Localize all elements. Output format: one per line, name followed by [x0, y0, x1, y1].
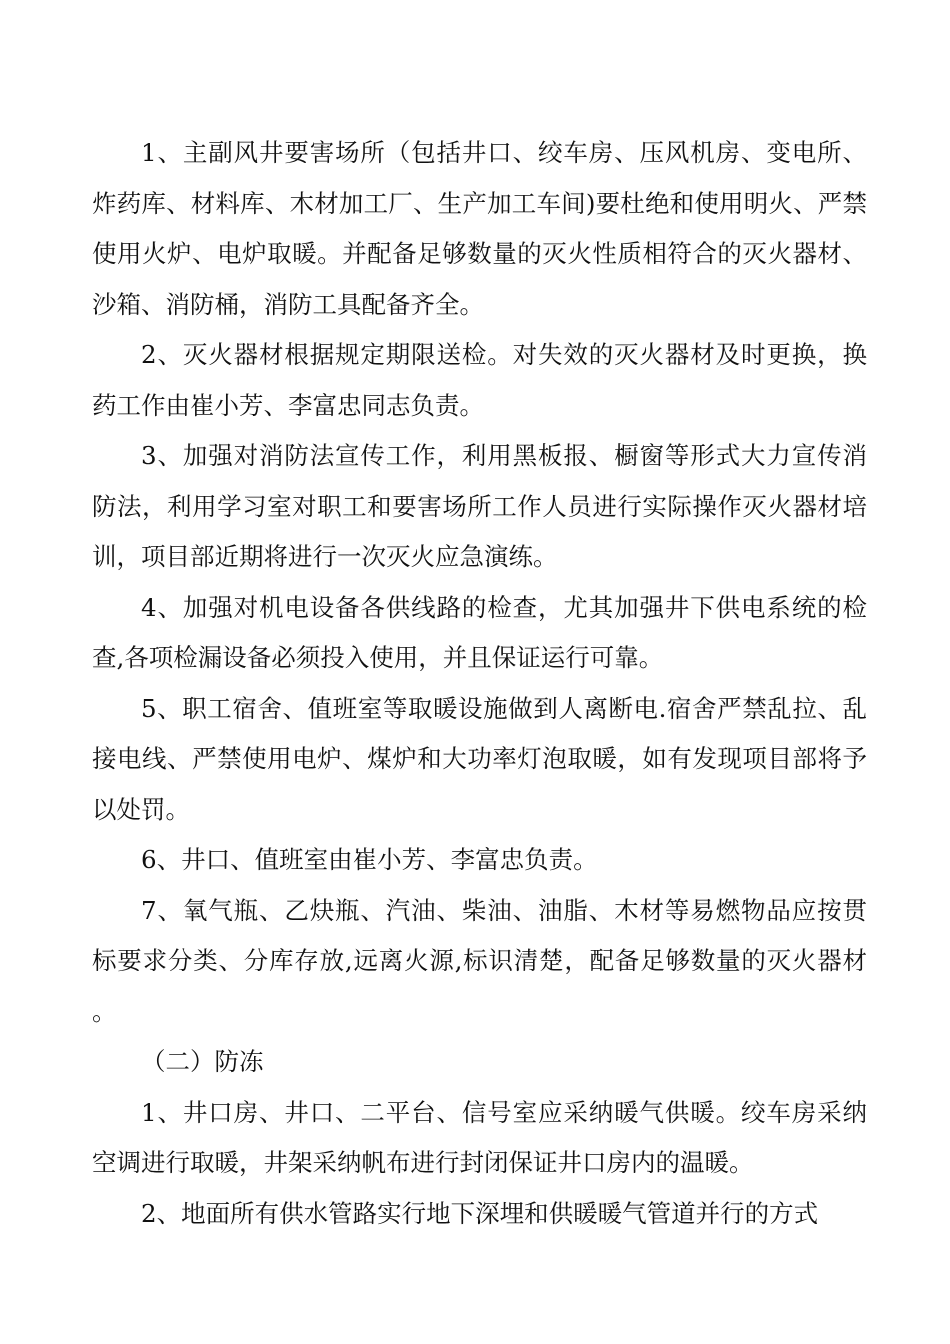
antifreeze-item-1: 1、井口房、井口、二平台、信号室应采纳暖气供暖。绞车房采纳空调进行取暖，井架采纳帆布进行封闭保证井口房内的温暖。 [92, 1097, 867, 1177]
fire-prevention-item-4: 4、加强对机电设备各供线路的检查，尤其加强井下供电系统的检查,各项检漏设备必须投入使用，并且保证运行可靠。 [92, 592, 867, 672]
fire-prevention-item-6: 6、井口、值班室由崔小芳、李富忠负责。 [141, 845, 598, 874]
fire-prevention-item-1: 1、主副风井要害场所（包括井口、绞车房、压风机房、变电所、炸药库、材料库、木材加工厂、生产加工车间)要杜绝和使用明火、严禁使用火炉、电炉取暖。并配备足够数量的灭火性质相符合的灭火器材、沙箱、消防桶，消防工具配备齐全。 [92, 138, 867, 319]
fire-prevention-item-5: 5、职工宿舍、值班室等取暖设施做到人离断电.宿舍严禁乱拉、乱接电线、严禁使用电炉、煤炉和大功率灯泡取暖，如有发现项目部将予以处罚。 [92, 693, 867, 824]
fire-prevention-item-2: 2、灭火器材根据规定期限送检。对失效的灭火器材及时更换，换药工作由崔小芳、李富忠同志负责。 [92, 340, 867, 420]
fire-prevention-item-7: 7、氧气瓶、乙炔瓶、汽油、柴油、油脂、木材等易燃物品应按贯标要求分类、分库存放,远离火源,标识清楚，配备足够数量的灭火器材。 [92, 895, 867, 1026]
antifreeze-item-2: 2、地面所有供水管路实行地下深埋和供暖暖气管道并行的方式 [141, 1198, 819, 1228]
document-body [92, 128, 867, 1239]
section-heading-antifreeze: （二）防冻 [141, 1047, 264, 1076]
fire-prevention-item-3: 3、加强对消防法宣传工作，利用黑板报、橱窗等形式大力宣传消防法，利用学习室对职工和要害场所工作人员进行实际操作灭火器材培训，项目部近期将进行一次灭火应急演练。 [92, 441, 867, 571]
